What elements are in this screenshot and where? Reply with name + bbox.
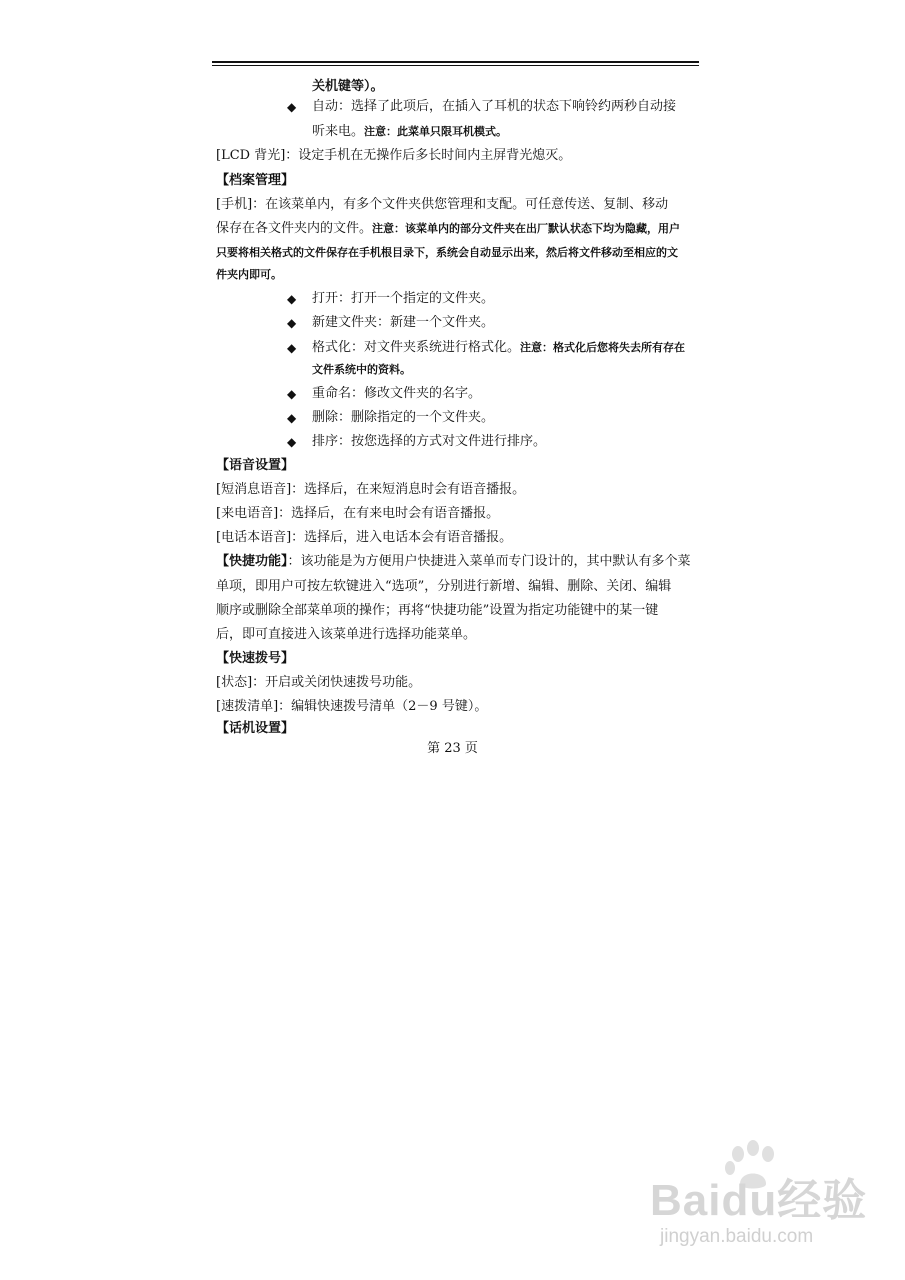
text-line: [LCD 背光]：设定手机在无操作后多长时间内主屏背光熄灭。: [216, 148, 572, 163]
list-item: 删除：删除指定的一个文件夹。: [312, 410, 495, 425]
section-heading: 【语音设置】: [216, 458, 295, 473]
text-line: [状态]：开启或关闭快速拨号功能。: [216, 675, 422, 690]
bullet-diamond-icon: ◆: [287, 341, 297, 355]
text-line: [速拨清单]：编辑快速拨号清单（2－9 号键）。: [216, 699, 488, 714]
section-heading: 【快速拨号】: [216, 651, 295, 666]
bullet-diamond-icon: ◆: [287, 435, 297, 449]
watermark-brand: Baidu经验: [650, 1176, 868, 1225]
bullet-diamond-icon: ◆: [287, 316, 297, 330]
bullet-diamond-icon: ◆: [287, 100, 297, 114]
list-item: 排序：按您选择的方式对文件进行排序。: [312, 434, 547, 449]
header-rule-thin: [212, 65, 699, 66]
text-line: [电话本语音]：选择后，进入电话本会有语音播报。: [216, 530, 513, 545]
note-line: 件夹内即可。: [216, 268, 282, 281]
baidu-watermark: [640, 1140, 870, 1260]
watermark-url: jingyan.baidu.com: [660, 1226, 814, 1247]
list-item: 重命名：修改文件夹的名字。: [312, 386, 482, 401]
list-item: 打开：打开一个指定的文件夹。: [312, 291, 495, 306]
bullet-diamond-icon: ◆: [287, 387, 297, 401]
bullet-diamond-icon: ◆: [287, 411, 297, 425]
page-number: 第 23 页: [427, 741, 478, 756]
list-item: 新建文件夹：新建一个文件夹。: [312, 315, 495, 330]
text-line: 顺序或删除全部菜单项的操作；再将“快捷功能”设置为指定功能键中的某一键: [216, 603, 659, 618]
bullet-diamond-icon: ◆: [287, 292, 297, 306]
text-line: [来电语音]：选择后，在有来电时会有语音播报。: [216, 506, 500, 521]
note-line: 只要将相关格式的文件保存在手机根目录下，系统会自动显示出来，然后将文件移动至相应的文: [216, 246, 678, 259]
text-line: 单项，即用户可按左软键进入“选项”，分别进行新增、编辑、删除、关闭、编辑: [216, 579, 672, 594]
text-line: 听来电。注意：此菜单只限耳机模式。: [312, 124, 508, 139]
header-rule-thick: [212, 61, 699, 63]
section-heading: 【话机设置】: [216, 721, 295, 736]
list-item: 格式化：对文件夹系统进行格式化。注意：格式化后您将失去所有存在: [312, 340, 686, 355]
list-item: 自动：选择了此项后，在插入了耳机的状态下响铃约两秒自动接: [312, 99, 677, 114]
text-line: 【快捷功能】：该功能是为方便用户快捷进入菜单而专门设计的，其中默认有多个菜: [216, 554, 691, 569]
text-line: 保存在各文件夹内的文件。注意：该菜单内的部分文件夹在出厂默认状态下均为隐藏，用户: [216, 221, 681, 236]
text-line: 后，即可直接进入该菜单进行选择功能菜单。: [216, 627, 477, 642]
text-line: [短消息语音]：选择后，在来短消息时会有语音播报。: [216, 482, 526, 497]
text-line: [手机]：在该菜单内，有多个文件夹供您管理和支配。可任意传送、复制、移动: [216, 197, 669, 212]
section-heading: 【档案管理】: [216, 173, 295, 188]
note-line: 文件系统中的资料。: [312, 363, 411, 376]
text-line: 关机键等）。: [312, 79, 384, 94]
